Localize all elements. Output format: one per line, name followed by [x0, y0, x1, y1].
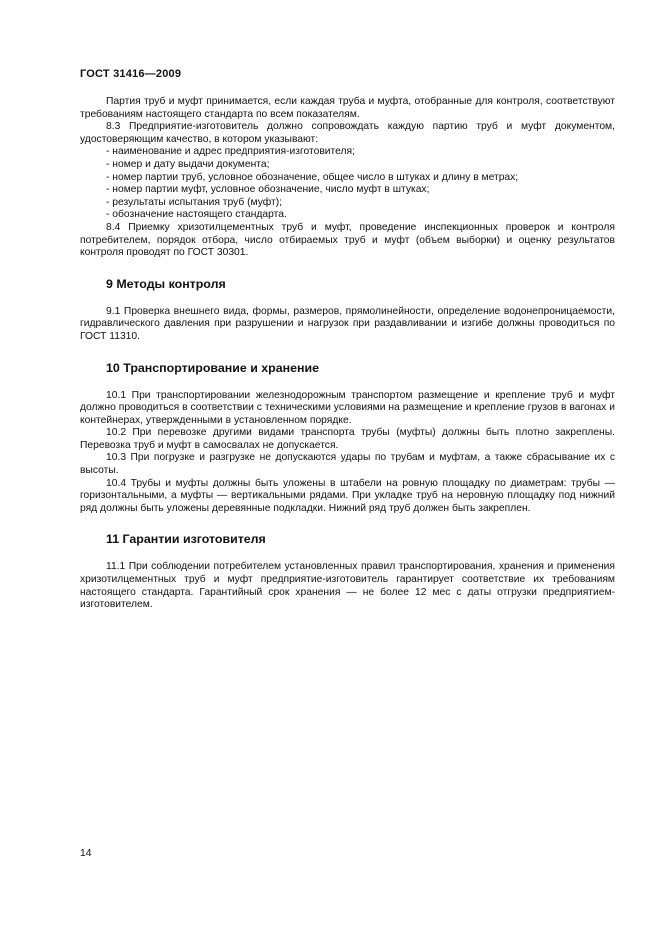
list-item: - результаты испытания труб (муфт);	[106, 196, 283, 208]
list-item: - номер партии муфт, условное обозначение, число муфт в штуках;	[106, 184, 430, 196]
paragraph-10-3: 10.3 При погрузке и разгрузке не допускаются удары по трубам и муфтам, а также сбрасывание их с высоты.	[80, 452, 615, 477]
paragraph-10-2: 10.2 При перевозке другими видами транспорта трубы (муфты) должны быть плотно закреплены. Перевозка труб и муфт в самосвалах не допускается.	[80, 427, 615, 451]
paragraph-10-1: 10.1 При транспортировании железнодорожным транспортом размещение и крепление труб и муфт должно проводиться в соответствии с техническими условиями на размещение и крепление грузов в вагонах и контейнерах, утвержденными в установленном порядке.	[80, 389, 615, 426]
paragraph-8-3: 8.3 Предприятие-изготовитель должно сопровождать каждую партию труб и муфт документом, удостоверяющим качество, в котором указывают:	[80, 121, 615, 145]
list-item: - номер и дату выдачи документа;	[106, 158, 270, 170]
list-item: - наименование и адрес предприятия-изготовителя;	[106, 146, 355, 158]
document-header: ГОСТ 31416—2009	[80, 68, 182, 80]
paragraph-acceptance: Партия труб и муфт принимается, если каждая труба и муфта, отобранные для контроля, соответствуют требованиям настоящего стандарта по всем показателям.	[80, 96, 615, 120]
section-9-heading: 9 Методы контроля	[106, 276, 226, 291]
list-item: - номер партии труб, условное обозначение, общее число в штуках и длину в метрах;	[106, 171, 519, 183]
paragraph-9-1: 9.1 Проверка внешнего вида, формы, размеров, прямолинейности, определение водонепроницаемости, гидравлического давления при разрушении и нагрузок при раздавливании и изгибе должны проводиться по ГОСТ 11310.	[80, 305, 615, 342]
list-item: - обозначение настоящего стандарта.	[106, 209, 287, 221]
section-10-heading: 10 Транспортирование и хранение	[106, 360, 319, 375]
document-body	[80, 96, 615, 612]
paragraph-10-4: 10.4 Трубы и муфты должны быть уложены в штабели на ровную площадку по диаметрам: трубы — горизонтальными, а муфты — вертикальными рядами. При укладке труб на неровную площадку под нижний ряд должны быть уложены деревянные подкладки. Нижний ряд труб должен быть закреплен.	[80, 477, 615, 514]
paragraph-8-4: 8.4 Приемку хризотилцементных труб и муфт, проведение инспекционных проверок и контроля потребителем, порядок отбора, число отбираемых труб и муфт (объем выборки) и оценку результатов контроля проводят по ГОСТ 30301.	[80, 221, 615, 259]
paragraph-11-1: 11.1 При соблюдении потребителем установленных правил транспортирования, хранения и применения хризотилцементных труб и муфт предприятие-изготовитель гарантирует соответствие их требованиям настоящего стандарта. Гарантийный срок хранения — не более 12 мес с даты отгрузки предприятием-изготовителем.	[80, 561, 615, 611]
page-number: 14	[80, 848, 92, 859]
section-11-heading: 11 Гарантии изготовителя	[106, 532, 266, 547]
